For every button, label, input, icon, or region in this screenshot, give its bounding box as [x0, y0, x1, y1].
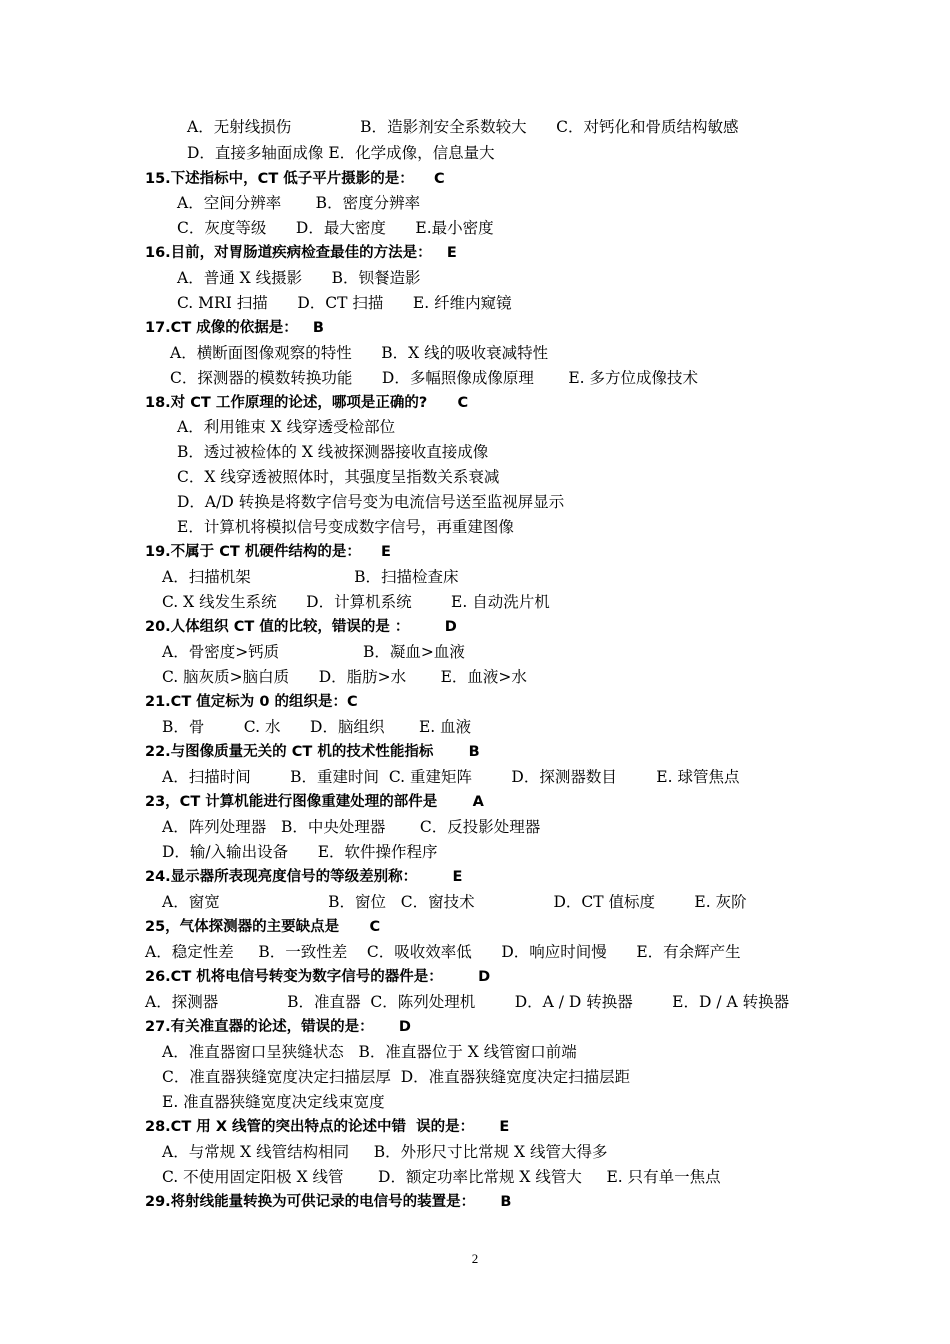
option-line: A．阵列处理器 B．中央处理器 C．反投影处理器 [162, 818, 541, 836]
question-line: 19.不属于 CT 机硬件结构的是： E [145, 544, 391, 560]
option-line: A．普通 X 线摄影 B．钡餐造影 [177, 269, 421, 287]
option-line: C. 不使用固定阳极 X 线管 D．额定功率比常规 X 线管大 E. 只有单一焦点 [162, 1168, 721, 1186]
option-line: A．无射线损伤 B．造影剂安全系数较大 C．对钙化和骨质结构敏感 [187, 118, 739, 136]
option-line: B．骨 C. 水 D．脑组织 E. 血液 [162, 718, 472, 736]
page-number: 2 [471, 1251, 479, 1266]
option-line: C. 脑灰质>脑白质 D．脂肪>水 E．血液>水 [162, 668, 527, 686]
question-line: 26.CT 机将电信号转变为数字信号的器件是： D [145, 969, 491, 985]
option-line: C．探测器的模数转换功能 D．多幅照像成像原理 E. 多方位成像技术 [170, 369, 699, 387]
option-line: B．透过被检体的 X 线被探测器接收直接成像 [177, 443, 489, 461]
option-line: A．骨密度>钙质 B．凝血>血液 [162, 643, 465, 661]
question-line: 22.与图像质量无关的 CT 机的技术性能指标 B [145, 744, 480, 760]
question-line: 23，CT 计算机能进行图像重建处理的部件是 A [145, 794, 484, 810]
option-line: C. X 线发生系统 D．计算机系统 E. 自动洗片机 [162, 593, 550, 611]
question-line: 20.人体组织 CT 值的比较，错误的是 ： D [145, 619, 457, 635]
question-line: 17.CT 成像的依据是： B [145, 320, 324, 336]
question-line: 15.下述指标中，CT 低子平片摄影的是： C [145, 171, 445, 187]
question-line: 24.显示器所表现亮度信号的等级差别称： E [145, 869, 463, 885]
question-line: 16.目前，对胃肠道疾病检查最佳的方法是： E [145, 245, 457, 261]
option-line: A．准直器窗口呈狭缝状态 B．准直器位于 X 线管窗口前端 [162, 1043, 577, 1061]
question-line: 21.CT 值定标为 0 的组织是：C [145, 694, 358, 710]
option-line: D．输/入输出设备 E．软件操作程序 [162, 843, 438, 861]
option-line: E．计算机将模拟信号变成数字信号，再重建图像 [177, 518, 514, 536]
option-line: A．与常规 X 线管结构相同 B．外形尺寸比常规 X 线管大得多 [162, 1143, 608, 1161]
option-line: C．灰度等级 D．最大密度 E.最小密度 [177, 219, 494, 237]
option-line: A．扫描机架 B．扫描检查床 [162, 568, 459, 586]
option-line: E. 准直器狭缝宽度决定线束宽度 [162, 1093, 385, 1111]
question-line: 18.对 CT 工作原理的论述，哪项是正确的? C [145, 395, 469, 411]
question-line: 28.CT 用 X 线管的突出特点的论述中错 误的是： E [145, 1119, 510, 1135]
option-line: C．准直器狭缝宽度决定扫描层厚 D．准直器狭缝宽度决定扫描层距 [162, 1068, 631, 1086]
option-line: A．横断面图像观察的特性 B．X 线的吸收衰减特性 [170, 344, 549, 362]
question-line: 29.将射线能量转换为可供记录的电信号的装置是： B [145, 1194, 512, 1210]
question-line: 25，气体探测器的主要缺点是 C [145, 919, 381, 935]
option-line: A．扫描时间 B．重建时间 C. 重建矩阵 D．探测器数目 E. 球管焦点 [162, 768, 740, 786]
option-line: C．X 线穿透被照体时，其强度呈指数关系衰减 [177, 468, 500, 486]
question-line: 27.有关准直器的论述，错误的是： D [145, 1019, 411, 1035]
option-line: A．空间分辨率 B．密度分辨率 [177, 194, 421, 212]
option-line: D．直接多轴面成像 E．化学成像，信息量大 [187, 144, 495, 162]
option-line: A．稳定性差 B．一致性差 C．吸收效率低 D．响应时间慢 E．有余辉产生 [145, 943, 741, 961]
option-line: D．A/D 转换是将数字信号变为电流信号送至监视屏显示 [177, 493, 565, 511]
option-line: A．利用锥束 X 线穿透受检部位 [177, 418, 396, 436]
option-line: A．窗宽 B．窗位 C．窗技术 D．CT 值标度 E. 灰阶 [162, 893, 747, 911]
option-line: C. MRI 扫描 D．CT 扫描 E. 纤维内窥镜 [177, 294, 512, 312]
option-line: A．探测器 B．准直器 C．陈列处理机 D．A / D 转换器 E．D / A 转换器 [145, 993, 790, 1011]
